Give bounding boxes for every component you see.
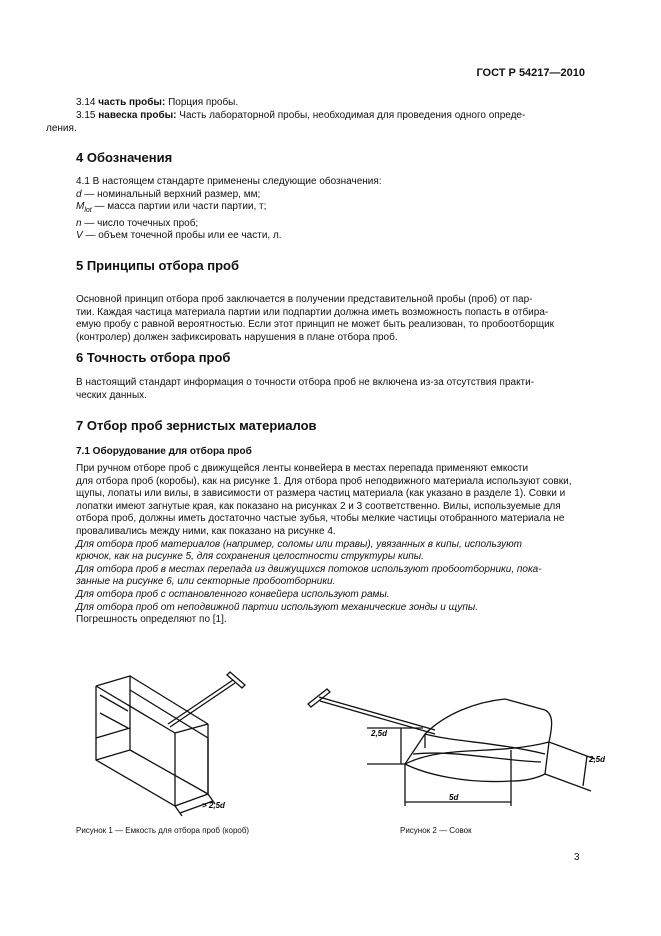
symbol-item: n — число точечных проб; (76, 217, 199, 229)
section-5-heading: 5 Принципы отбора проб (76, 258, 240, 273)
box-bottom-edge (130, 750, 208, 794)
box-drawing (96, 672, 245, 816)
figure-1-caption: Рисунок 1 — Емкость для отбора проб (короб) (76, 826, 250, 835)
section-7-1-heading: 7.1 Оборудование для отбора проб (76, 446, 252, 457)
figure-2-width-label: 2,5d (589, 755, 606, 764)
section-7-heading: 7 Отбор проб зернистых материалов (76, 418, 317, 433)
box-back-face (96, 676, 130, 738)
term-definition: Порция пробы. (168, 97, 239, 108)
dim-extension (175, 806, 182, 816)
terms-block (46, 96, 584, 135)
scoop-handle-shaft (319, 697, 435, 730)
symbol-item: $M_{lot}$ — масса партии или части партии, т; (76, 201, 267, 215)
term-number: 3.15 (76, 110, 96, 121)
scoop-drawing (308, 689, 595, 806)
box-inner-line (100, 713, 128, 728)
box-bottom-back-edge (96, 750, 130, 760)
term-3-15 (76, 109, 584, 122)
scoop-back (425, 699, 552, 781)
box-handle-grip (227, 672, 245, 688)
symbol-item: V — объем точечной пробы или ее части, л. (76, 230, 282, 242)
dim-width-line (583, 756, 587, 786)
box-back-top-edge (130, 676, 208, 724)
section-6-heading: 6 Точность отбора проб (76, 350, 231, 365)
box-handle-shaft (168, 680, 233, 724)
box-top-right-edge (175, 724, 208, 733)
figure-2-caption: Рисунок 2 — Совок (400, 826, 472, 835)
term-3-15-continuation: ления. (46, 123, 77, 134)
scoop-inner-line (425, 734, 545, 754)
figure-1-dimension-label: > 2,5d (202, 801, 225, 810)
section-6-text: В настоящий стандарт информация о точности отбора проб не включена из-за отсутствия практи- ческих данных. (76, 377, 535, 401)
symbol-item: d — номинальный верхний размер, мм; (76, 188, 261, 200)
scoop-handle-grip (308, 689, 330, 707)
section-7-1-text: При ручном отборе проб с движущейся ленты конвейера в местах перепада применяют емкости для отбора проб (коробы), как на рисунке 1. Для отбора проб неподвижного материала используют совки, щупы, лопаты или вилы, в зависимости от размера частиц материала (как указано в разделе 1). Совки и лопатки имеют загнутые края, как показано на рисунках 2 и 3 соответственно. Вилы, используемые для отбора проб, должны иметь достаточно частые зубья, чтобы мелкие частицы отобранного материала не проваливались между ними, как показано на рисунке 4. Для отбора проб материалов (например, соломы или травы), увязанных в кипы, используют крючок, как на рисунке 5, для сохранения целостности структуры кипы. Для отбора проб в местах перепада из движущихся потоков используют пробоотборники, пока- занные на рисунке 6, или секторные пробоотборники. Для отбора проб с остановленного конвейера используют рамы. Для отбора проб от неподвижной партии используют механические зонды и щупы. Погрешность определяют по [1]. (76, 463, 572, 626)
page-number: 3 (574, 852, 580, 863)
standard-code: ГОСТ Р 54217—2010 (476, 67, 585, 79)
figure-2-height-label: 2,5d (371, 729, 388, 738)
term-label: навеска пробы: (98, 110, 177, 121)
section-5-text: Основной принцип отбора проб заключается в получении представительной пробы (проб) от пар- тии. Каждая частица материала партии или подпартии должна иметь возможность попасть в отбира- емую пробу с равной вероятностью. Если этот принцип не может быть реализован, то пробоотборщик (контролер) должен зафиксировать нарушения в плане отбора проб. (76, 294, 555, 343)
term-number: 3.14 (76, 97, 96, 108)
term-label: часть пробы: (98, 97, 166, 108)
section-4-intro: 4.1 В настоящем стандарте применены следующие обозначения: (76, 176, 382, 187)
figure-2-length-label: 5d (449, 793, 459, 802)
figure-1-sampling-box (70, 668, 290, 818)
figure-2-scoop (305, 664, 625, 814)
term-definition: Часть лабораторной пробы, необходимая для проведения одного опреде- (179, 110, 526, 121)
term-3-14 (76, 96, 584, 109)
box-front (96, 690, 208, 806)
section-4-list (76, 176, 382, 243)
section-4-heading: 4 Обозначения (76, 150, 173, 165)
